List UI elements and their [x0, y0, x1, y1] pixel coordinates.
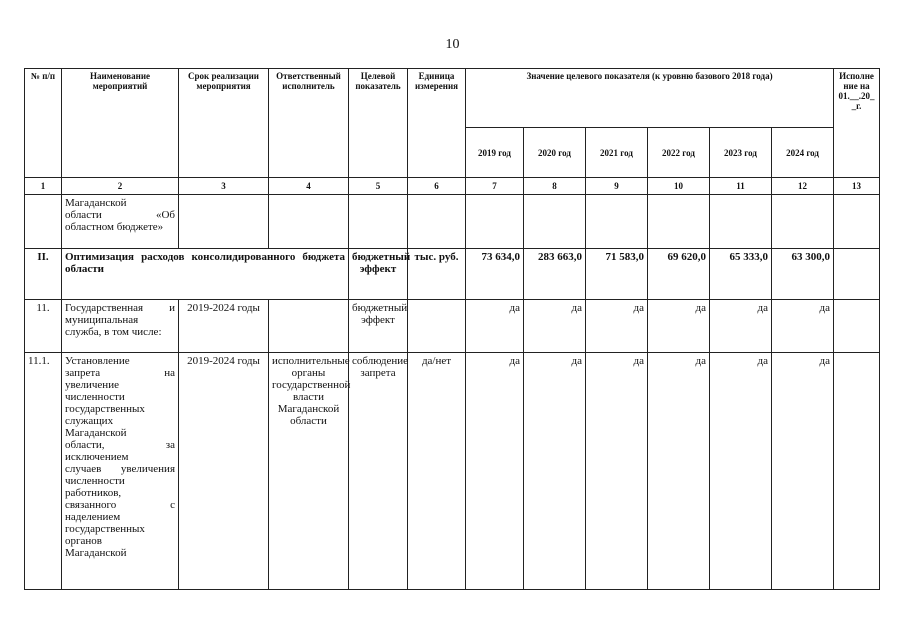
section-ii-value: 69 620,0 [648, 249, 710, 300]
section-ii-value: 73 634,0 [466, 249, 524, 300]
index-cell: 10 [648, 178, 710, 195]
section-ii-value: 65 333,0 [710, 249, 772, 300]
section-ii-unit: тыс. руб. [408, 249, 466, 300]
row-11-target: бюджетный эффект [349, 300, 408, 353]
row-11-1-value: да [648, 353, 710, 590]
row-11-1-value: да [586, 353, 648, 590]
index-cell: 9 [586, 178, 648, 195]
row-11-name: Государственная и муниципальная служба, в том числе: [62, 300, 179, 353]
header-target: Целевой показатель [349, 69, 408, 178]
header-row-1 [25, 69, 880, 128]
header-year: 2023 год [710, 128, 772, 178]
header-unit: Единица измерения [408, 69, 466, 178]
row-11-value: да [710, 300, 772, 353]
header-values-group: Значение целевого показателя (к уровню базового 2018 года) [466, 69, 834, 128]
header-name: Наименование мероприятий [62, 69, 179, 178]
index-cell: 1 [25, 178, 62, 195]
index-cell: 5 [349, 178, 408, 195]
section-ii-value: 63 300,0 [772, 249, 834, 300]
section-ii-value: 283 663,0 [524, 249, 586, 300]
header-year: 2019 год [466, 128, 524, 178]
row-11-value: да [648, 300, 710, 353]
row-11-1-value: да [710, 353, 772, 590]
continuation-row [25, 195, 880, 249]
row-11-term: 2019-2024 годы [179, 300, 269, 353]
section-ii-target: бюджетный эффект [349, 249, 408, 300]
row-11 [25, 300, 880, 353]
index-cell: 4 [269, 178, 349, 195]
row-11-1-name: Установление запрета на увеличение численности государственных служащих Магаданской области, за исключением случаев увеличения численности работников, связанного с наделением государственных органов Магаданской [62, 353, 179, 590]
row-11-1 [25, 353, 880, 590]
index-cell: 7 [466, 178, 524, 195]
row-11-1-target: соблюдение запрета [349, 353, 408, 590]
header-execution: Исполне ние на 01.__.20_ _г. [834, 69, 880, 178]
page-number: 10 [445, 37, 460, 52]
header-year: 2020 год [524, 128, 586, 178]
row-11-1-value: да [466, 353, 524, 590]
header-year: 2024 год [772, 128, 834, 178]
header-year: 2022 год [648, 128, 710, 178]
index-cell: 6 [408, 178, 466, 195]
header-num: № п/п [25, 69, 62, 178]
row-11-1-value: да [772, 353, 834, 590]
header-term: Срок реализации мероприятия [179, 69, 269, 178]
row-11-value: да [772, 300, 834, 353]
continuation-name: Магаданской области «Об областном бюджете» [62, 195, 179, 249]
row-11-1-value: да [524, 353, 586, 590]
section-ii-value: 71 583,0 [586, 249, 648, 300]
row-11-1-term: 2019-2024 годы [179, 353, 269, 590]
row-11-num: 11. [25, 300, 62, 353]
header-year: 2021 год [586, 128, 648, 178]
row-11-1-responsible: исполнительные органы государственной власти Магаданской области [269, 353, 349, 590]
index-row [25, 178, 880, 195]
section-ii-num: II. [25, 249, 62, 300]
index-cell: 12 [772, 178, 834, 195]
section-ii-name: Оптимизация расходов консолидированного бюджета области [62, 249, 349, 300]
row-11-value: да [466, 300, 524, 353]
targets-table [24, 68, 880, 590]
row-11-value: да [524, 300, 586, 353]
header-responsible: Ответственный исполнитель [269, 69, 349, 178]
row-11-1-unit: да/нет [408, 353, 466, 590]
index-cell: 2 [62, 178, 179, 195]
index-cell: 13 [834, 178, 880, 195]
row-11-value: да [586, 300, 648, 353]
row-11-1-num: 11.1. [25, 353, 62, 590]
index-cell: 8 [524, 178, 586, 195]
index-cell: 11 [710, 178, 772, 195]
section-ii-row [25, 249, 880, 300]
index-cell: 3 [179, 178, 269, 195]
